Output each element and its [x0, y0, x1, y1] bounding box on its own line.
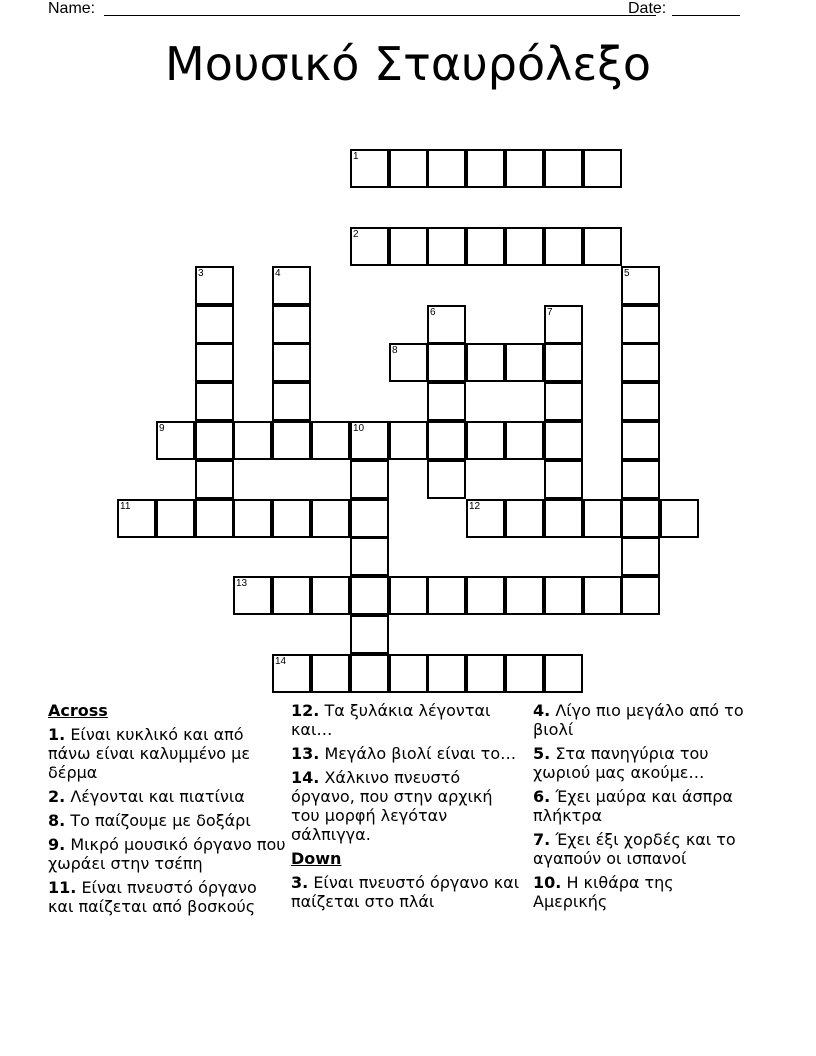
grid-cell[interactable] — [272, 382, 311, 421]
clue-item-number: 11. — [48, 878, 77, 897]
grid-cell[interactable] — [195, 343, 234, 382]
clue-number: 7 — [547, 307, 553, 318]
clue-item — [48, 878, 286, 916]
clue-item-number: 2. — [48, 787, 66, 806]
clue-item — [533, 873, 753, 911]
grid-cell[interactable] — [660, 499, 699, 538]
grid-cell[interactable] — [389, 654, 428, 693]
clue-number: 11 — [120, 501, 131, 512]
grid-cell[interactable] — [195, 421, 234, 460]
grid-cell[interactable] — [156, 421, 195, 460]
grid-cell[interactable] — [544, 460, 583, 499]
clue-item-text: Λέγονται και πιατίνια — [70, 787, 245, 806]
grid-cell[interactable] — [350, 227, 389, 266]
page-title: Μουσικό Σταυρόλεξο — [165, 37, 651, 91]
grid-cell[interactable] — [272, 654, 311, 693]
clue-item — [48, 725, 286, 782]
grid-cell[interactable] — [583, 149, 622, 188]
grid-cell[interactable] — [621, 382, 660, 421]
clue-item-text: Έχει έξι χορδές και το αγαπούν οι ισπανοί — [533, 830, 736, 868]
name-label: Name: — [48, 0, 96, 17]
clue-item-number: 13. — [291, 744, 320, 763]
grid-cell[interactable] — [311, 654, 350, 693]
grid-cell[interactable] — [427, 227, 466, 266]
grid-cell[interactable] — [272, 266, 311, 305]
clue-item-number: 7. — [533, 830, 551, 849]
grid-cell[interactable] — [117, 499, 156, 538]
clue-number: 8 — [392, 345, 398, 356]
grid-cell[interactable] — [195, 382, 234, 421]
grid-cell[interactable] — [311, 576, 350, 615]
clue-item-text: Είναι πνευστό όργανο και παίζεται στο πλάι — [291, 873, 520, 911]
grid-cell[interactable] — [350, 421, 389, 460]
clue-item-number: 4. — [533, 701, 551, 720]
clue-number: 1 — [353, 151, 359, 162]
grid-cell[interactable] — [233, 499, 272, 538]
clue-item-text: Το παίζουμε με δοξάρι — [70, 811, 251, 830]
grid-cell[interactable] — [544, 421, 583, 460]
clue-number: 4 — [275, 268, 281, 279]
grid-cell[interactable] — [466, 149, 505, 188]
clue-number: 10 — [353, 423, 365, 434]
grid-cell[interactable] — [272, 499, 311, 538]
grid-cell[interactable] — [195, 499, 234, 538]
clue-item — [533, 701, 753, 739]
grid-cell[interactable] — [544, 227, 583, 266]
grid-cell[interactable] — [350, 499, 389, 538]
clue-number: 9 — [159, 423, 165, 434]
clue-item-number: 10. — [533, 873, 562, 892]
grid-cell[interactable] — [544, 149, 583, 188]
grid-cell[interactable] — [311, 499, 350, 538]
grid-cell[interactable] — [505, 499, 544, 538]
grid-cell[interactable] — [272, 421, 311, 460]
grid-cell[interactable] — [389, 343, 428, 382]
clue-item-text: Χάλκινο πνευστό όργανο, που στην αρχική του μορφή λεγόταν σάλπιγγα. — [291, 768, 493, 844]
clue-item — [533, 787, 753, 825]
grid-cell[interactable] — [466, 421, 505, 460]
grid-cell[interactable] — [350, 149, 389, 188]
grid-cell[interactable] — [466, 654, 505, 693]
grid-cell[interactable] — [621, 460, 660, 499]
clue-item-number: 1. — [48, 725, 66, 744]
grid-cell[interactable] — [544, 499, 583, 538]
grid-cell[interactable] — [466, 499, 505, 538]
clue-item — [291, 768, 521, 844]
grid-cell[interactable] — [272, 576, 311, 615]
clue-number: 12 — [469, 501, 481, 512]
grid-cell[interactable] — [389, 576, 428, 615]
grid-cell[interactable] — [195, 305, 234, 344]
grid-cell[interactable] — [233, 421, 272, 460]
grid-cell[interactable] — [156, 499, 195, 538]
grid-cell[interactable] — [389, 421, 428, 460]
grid-cell[interactable] — [350, 615, 389, 654]
clue-number: 2 — [353, 229, 359, 240]
clues-column-1 — [48, 701, 286, 921]
clue-number: 3 — [198, 268, 204, 279]
grid-cell[interactable] — [427, 305, 466, 344]
grid-cell[interactable] — [505, 149, 544, 188]
clue-number: 6 — [430, 307, 436, 318]
grid-cell[interactable] — [233, 576, 272, 615]
grid-cell[interactable] — [466, 227, 505, 266]
grid-cell[interactable] — [621, 343, 660, 382]
grid-cell[interactable] — [350, 654, 389, 693]
date-label: Date: — [628, 0, 667, 17]
grid-cell[interactable] — [505, 576, 544, 615]
grid-cell[interactable] — [195, 266, 234, 305]
grid-cell[interactable] — [583, 227, 622, 266]
grid-cell[interactable] — [544, 305, 583, 344]
clue-item — [533, 830, 753, 868]
clues-heading: Across — [48, 701, 108, 720]
grid-cell[interactable] — [544, 343, 583, 382]
grid-cell[interactable] — [427, 149, 466, 188]
clue-item-text: Είναι κυκλικό και από πάνω είναι καλυμμένο με δέρμα — [48, 725, 250, 782]
grid-cell[interactable] — [583, 576, 622, 615]
grid-cell[interactable] — [466, 576, 505, 615]
grid-cell[interactable] — [583, 499, 622, 538]
grid-cell[interactable] — [427, 382, 466, 421]
clue-item-text: Είναι πνευστό όργανο και παίζεται από βοσκούς — [48, 878, 257, 916]
clue-item — [291, 744, 521, 763]
grid-cell[interactable] — [466, 343, 505, 382]
clue-number: 5 — [624, 268, 630, 279]
grid-cell[interactable] — [505, 227, 544, 266]
grid-cell[interactable] — [621, 576, 660, 615]
clue-item-text: Η κιθάρα της Αμερικής — [533, 873, 674, 911]
clue-item-text: Έχει μαύρα και άσπρα πλήκτρα — [533, 787, 733, 825]
grid-cell[interactable] — [544, 654, 583, 693]
clue-item-number: 5. — [533, 744, 551, 763]
grid-cell[interactable] — [621, 421, 660, 460]
grid-cell[interactable] — [389, 149, 428, 188]
grid-cell[interactable] — [505, 421, 544, 460]
clue-item-text: Λίγο πιο μεγάλο από το βιολί — [533, 701, 744, 739]
clue-item — [48, 787, 286, 806]
clue-item-text: Στα πανηγύρια του χωριού μας ακούμε… — [533, 744, 709, 782]
grid-cell[interactable] — [621, 266, 660, 305]
clue-number: 13 — [236, 578, 248, 589]
grid-cell[interactable] — [350, 537, 389, 576]
clue-item-text: Μικρό μουσικό όργανο που χωράει στην τσέπη — [48, 835, 286, 873]
grid-cell[interactable] — [544, 382, 583, 421]
clue-item-text: Τα ξυλάκια λέγονται και… — [291, 701, 491, 739]
clue-item-number: 6. — [533, 787, 551, 806]
grid-cell[interactable] — [621, 537, 660, 576]
grid-cell[interactable] — [505, 654, 544, 693]
clue-item-number: 9. — [48, 835, 66, 854]
grid-cell[interactable] — [389, 227, 428, 266]
clue-item — [48, 811, 286, 830]
grid-cell[interactable] — [195, 460, 234, 499]
clue-item-number: 14. — [291, 768, 320, 787]
clue-item — [533, 744, 753, 782]
clue-item — [291, 873, 521, 911]
grid-cell[interactable] — [621, 499, 660, 538]
grid-cell[interactable] — [544, 576, 583, 615]
clue-item-text: Μεγάλο βιολί είναι το… — [324, 744, 517, 763]
grid-cell[interactable] — [311, 421, 350, 460]
grid-cell[interactable] — [350, 460, 389, 499]
clues-column-2 — [291, 701, 521, 916]
clues-column-3 — [533, 701, 753, 916]
grid-cell[interactable] — [272, 305, 311, 344]
grid-cell[interactable] — [427, 576, 466, 615]
grid-cell[interactable] — [350, 576, 389, 615]
grid-cell[interactable] — [505, 343, 544, 382]
clue-item — [48, 835, 286, 873]
clue-item-number: 12. — [291, 701, 320, 720]
grid-cell[interactable] — [427, 421, 466, 460]
clue-item-number: 8. — [48, 811, 66, 830]
grid-cell[interactable] — [621, 305, 660, 344]
clue-item-number: 3. — [291, 873, 309, 892]
grid-cell[interactable] — [272, 343, 311, 382]
grid-cell[interactable] — [427, 654, 466, 693]
clue-number: 14 — [275, 656, 287, 667]
clue-item — [291, 701, 521, 739]
clues-heading: Down — [291, 849, 342, 868]
grid-cell[interactable] — [427, 460, 466, 499]
grid-cell[interactable] — [427, 343, 466, 382]
